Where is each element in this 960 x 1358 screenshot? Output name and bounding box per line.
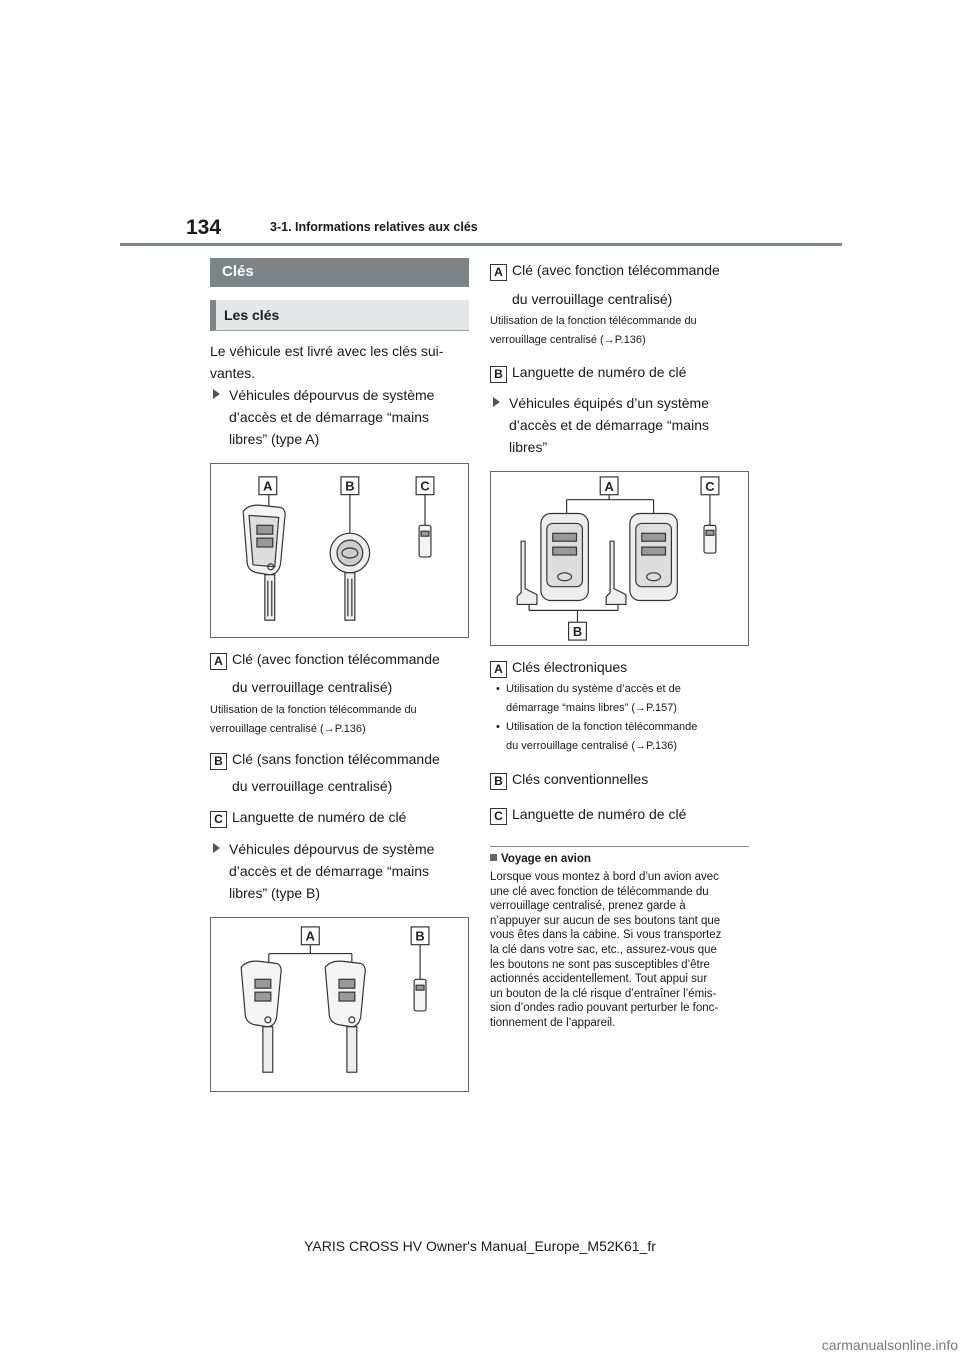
note-line: Lorsque vous montez à bord d’un avion avec [490,871,719,883]
note-line: un bouton de la clé risque d’entraîner l’émis- [490,987,717,1000]
left-itemA-note-2: verrouillage centralisé (→P.136) [210,723,366,735]
note-body [490,870,752,1031]
typeA-line-3: libres” (type A) [229,431,320,447]
note-line: les boutons ne sont pas susceptibles d’être [490,958,710,971]
label-badge: B [490,773,507,790]
label-badge: A [490,264,507,281]
right-elecB [490,768,648,790]
right-itemB-line-1: Languette de numéro de clé [512,364,687,380]
sub-title: Les clés [224,307,280,323]
page-number: 134 [186,216,222,239]
figC-label-C: C [705,478,715,494]
figC-label-B: B [572,624,583,640]
triangle-bullet-icon [213,389,220,399]
note-line: verrouillage centralisé, prenez garde à [490,900,686,913]
typeB-line-3: libres” (type B) [229,885,321,901]
left-itemB [210,748,440,770]
left-itemB-line-2: du verrouillage centralisé) [232,778,393,794]
bullet-1-text: Utilisation du système d’accès et de [506,683,681,695]
header-rule [120,243,842,246]
figA-label-B: B [345,478,355,494]
watermark: carmanualsonline.info [821,1337,958,1353]
right-itemB [490,361,686,383]
note-line: vous êtes dans la cabine. Si vous transportez [490,929,722,942]
right-elecC-line-1: Languette de numéro de clé [512,806,687,822]
typeA-line-1: Véhicules dépourvus de système [229,387,435,403]
left-itemA-note-1: Utilisation de la fonction télécommande du [210,704,417,716]
equip-line-3: libres” [509,439,548,455]
equip-line-1: Véhicules équipés d’un système [509,395,710,411]
left-itemB-line-1: Clé (sans fonction télécommande [232,751,440,767]
note-line: la clé dans votre sac, etc., assurez-vous que [490,943,717,956]
label-badge: C [490,808,507,825]
right-elecA [490,656,627,678]
main-title-bar [210,258,469,287]
note-line: une clé avec fonction de télécommande du [490,885,709,898]
right-itemA-note-1: Utilisation de la fonction télécommande du [490,315,697,327]
figure-keys-smart [490,471,749,646]
figA-label-C: C [420,478,430,494]
bullet-1-line-1: • Utilisation du système d’accès et de [496,683,681,695]
typeA-heading [213,384,434,406]
bullet-2-text: Utilisation de la fonction télécommande [506,721,698,733]
right-elecA-line-1: Clés électroniques [512,659,628,675]
label-badge: A [210,653,227,670]
note-line: n’appuyer sur aucun de ses boutons tant que [490,914,721,927]
typeB-line-1: Véhicules dépourvus de système [229,841,435,857]
right-elecC [490,803,686,825]
left-itemA-line-1: Clé (avec fonction télécommande [232,651,440,667]
intro-line-2: vantes. [210,365,256,381]
right-itemA-line-2: du verrouillage centralisé) [512,291,673,307]
left-itemA [210,648,440,670]
sub-title-bar [210,300,469,331]
section-title: 3-1. Informations relatives aux clés [270,220,478,234]
bullet-2-line-1: • Utilisation de la fonction télécommande [496,721,698,733]
right-itemA-line-1: Clé (avec fonction télécommande [512,262,720,278]
square-bullet-icon [490,854,497,861]
left-itemA-line-2: du verrouillage centralisé) [232,679,393,695]
label-badge: A [490,661,507,678]
note-line: sion d’ondes radio pouvant perturber le fonc- [490,1002,719,1015]
label-badge: C [210,811,227,828]
note-heading [490,853,591,865]
figB-label-A: A [305,928,315,944]
triangle-bullet-icon [493,397,500,407]
equip-line-2: d’accès et de démarrage “mains [509,417,709,433]
typeA-line-2: d’accès et de démarrage “mains [229,409,429,425]
figA-label-A: A [263,478,273,494]
left-itemC [210,806,406,828]
bullet-2-line-2: du verrouillage centralisé (→P.136) [506,740,677,752]
bullet-1-line-2: démarrage “mains libres” (→P.157) [506,702,677,714]
figB-label-B: B [415,928,425,944]
intro-line-1: Le véhicule est livré avec les clés sui- [210,343,444,359]
equip-heading [493,392,709,414]
figure-keys-type-b [210,917,469,1092]
right-itemA-note-2: verrouillage centralisé (→P.136) [490,334,646,346]
note-line: tionnement de l’appareil. [490,1016,616,1029]
main-title: Clés [222,263,254,280]
note-line: actionnés accidentellement. Tout appui sur [490,973,708,986]
figure-keys-type-a [210,463,469,638]
left-itemC-line-1: Languette de numéro de clé [232,809,407,825]
figC-label-A: A [604,478,614,494]
typeB-line-2: d’accès et de démarrage “mains [229,863,429,879]
note-title: Voyage en avion [501,853,591,865]
label-badge: B [210,753,227,770]
footer-text: YARIS CROSS HV Owner's Manual_Europe_M52K61_fr [304,1238,656,1254]
typeB-heading [213,838,434,860]
note-divider [490,846,749,847]
triangle-bullet-icon [213,843,220,853]
label-badge: B [490,366,507,383]
right-itemA [490,259,720,281]
right-elecB-line-1: Clés conventionnelles [512,771,649,787]
